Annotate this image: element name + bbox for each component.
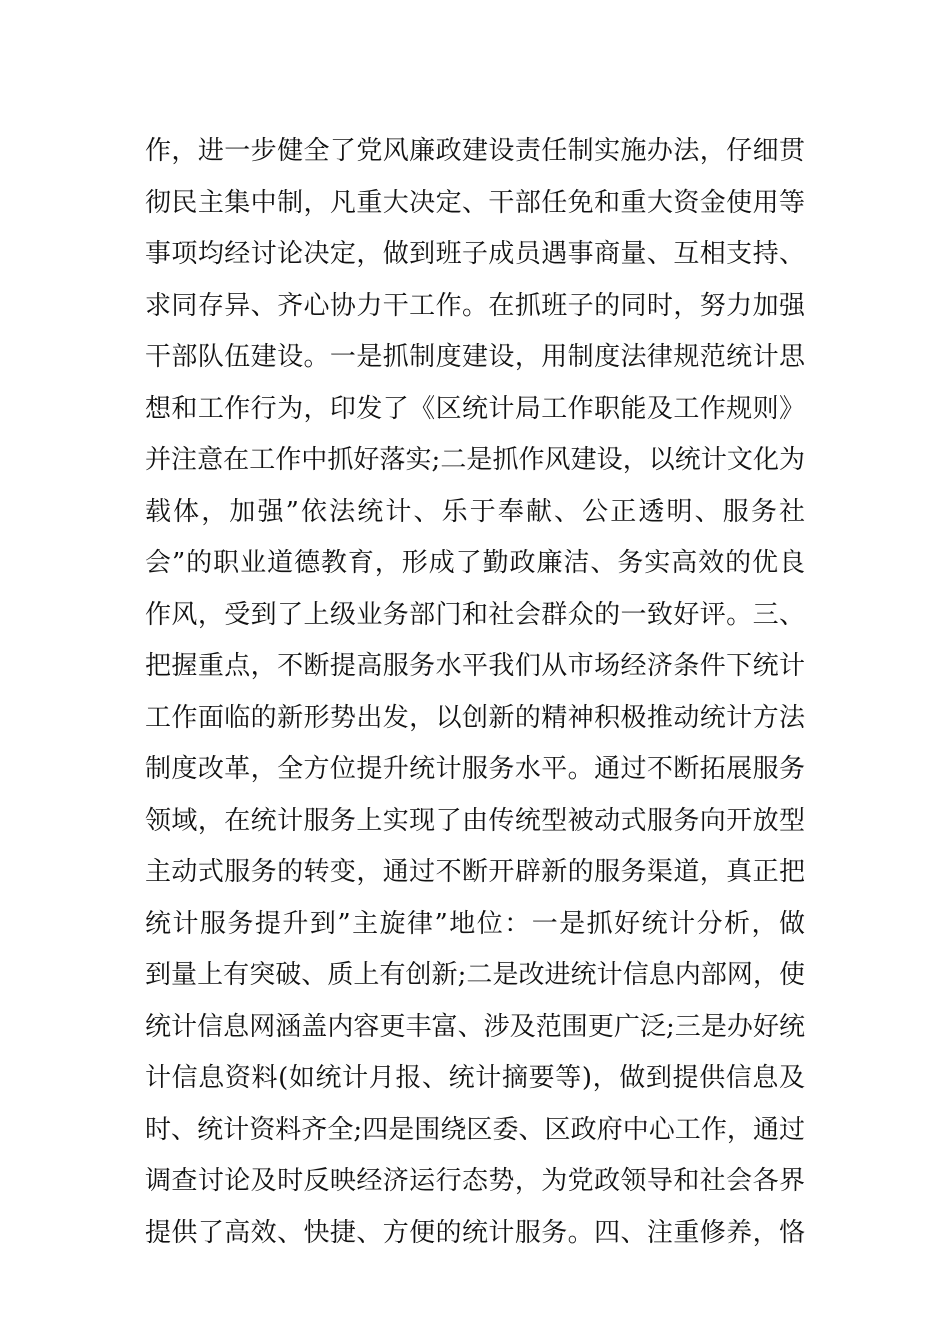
text-line: 想和工作行为，印发了《区统计局工作职能及工作规则》 xyxy=(145,393,805,424)
text-line: 到量上有突破、质上有创新;二是改进统计信息内部网，使 xyxy=(145,960,805,990)
text-line: 作风，受到了上级业务部门和社会群众的一致好评。三、 xyxy=(145,599,805,630)
text-line: 把握重点，不断提高服务水平我们从市场经济条件下统计 xyxy=(145,651,805,681)
text-line: 干部队伍建设。一是抓制度建设，用制度法律规范统计思 xyxy=(145,342,805,372)
text-line: 载体，加强”依法统计、乐于奉献、公正透明、服务社 xyxy=(145,496,805,527)
text-line: 时、统计资料齐全;四是围绕区委、区政府中心工作，通过 xyxy=(145,1114,805,1145)
text-line: 事项均经讨论决定，做到班子成员遇事商量、互相支持、 xyxy=(145,239,805,269)
body-text xyxy=(145,126,805,1259)
text-line: 制度改革，全方位提升统计服务水平。通过不断拓展服务 xyxy=(145,754,805,784)
text-line: 统计服务提升到”主旋律”地位：一是抓好统计分析，做 xyxy=(145,908,805,939)
text-line: 作，进一步健全了党风廉政建设责任制实施办法，仔细贯 xyxy=(145,136,805,166)
text-line: 会”的职业道德教育，形成了勤政廉洁、务实高效的优良 xyxy=(145,548,805,578)
text-line: 提供了高效、快捷、方便的统计服务。四、注重修养，恪 xyxy=(145,1217,805,1248)
text-line: 领域，在统计服务上实现了由传统型被动式服务向开放型 xyxy=(145,805,805,836)
text-line: 并注意在工作中抓好落实;二是抓作风建设，以统计文化为 xyxy=(145,445,805,475)
text-line: 彻民主集中制，凡重大决定、干部任免和重大资金使用等 xyxy=(145,187,805,218)
text-line: 主动式服务的转变，通过不断开辟新的服务渠道，真正把 xyxy=(145,857,805,887)
text-line: 计信息资料(如统计月报、统计摘要等)，做到提供信息及 xyxy=(145,1063,805,1093)
text-line: 工作面临的新形势出发，以创新的精神积极推动统计方法 xyxy=(145,702,805,733)
text-line: 求同存异、齐心协力干工作。在抓班子的同时，努力加强 xyxy=(145,290,805,321)
text-line: 调查讨论及时反映经济运行态势，为党政领导和社会各界 xyxy=(145,1166,805,1196)
text-line: 统计信息网涵盖内容更丰富、涉及范围更广泛;三是办好统 xyxy=(145,1011,805,1042)
